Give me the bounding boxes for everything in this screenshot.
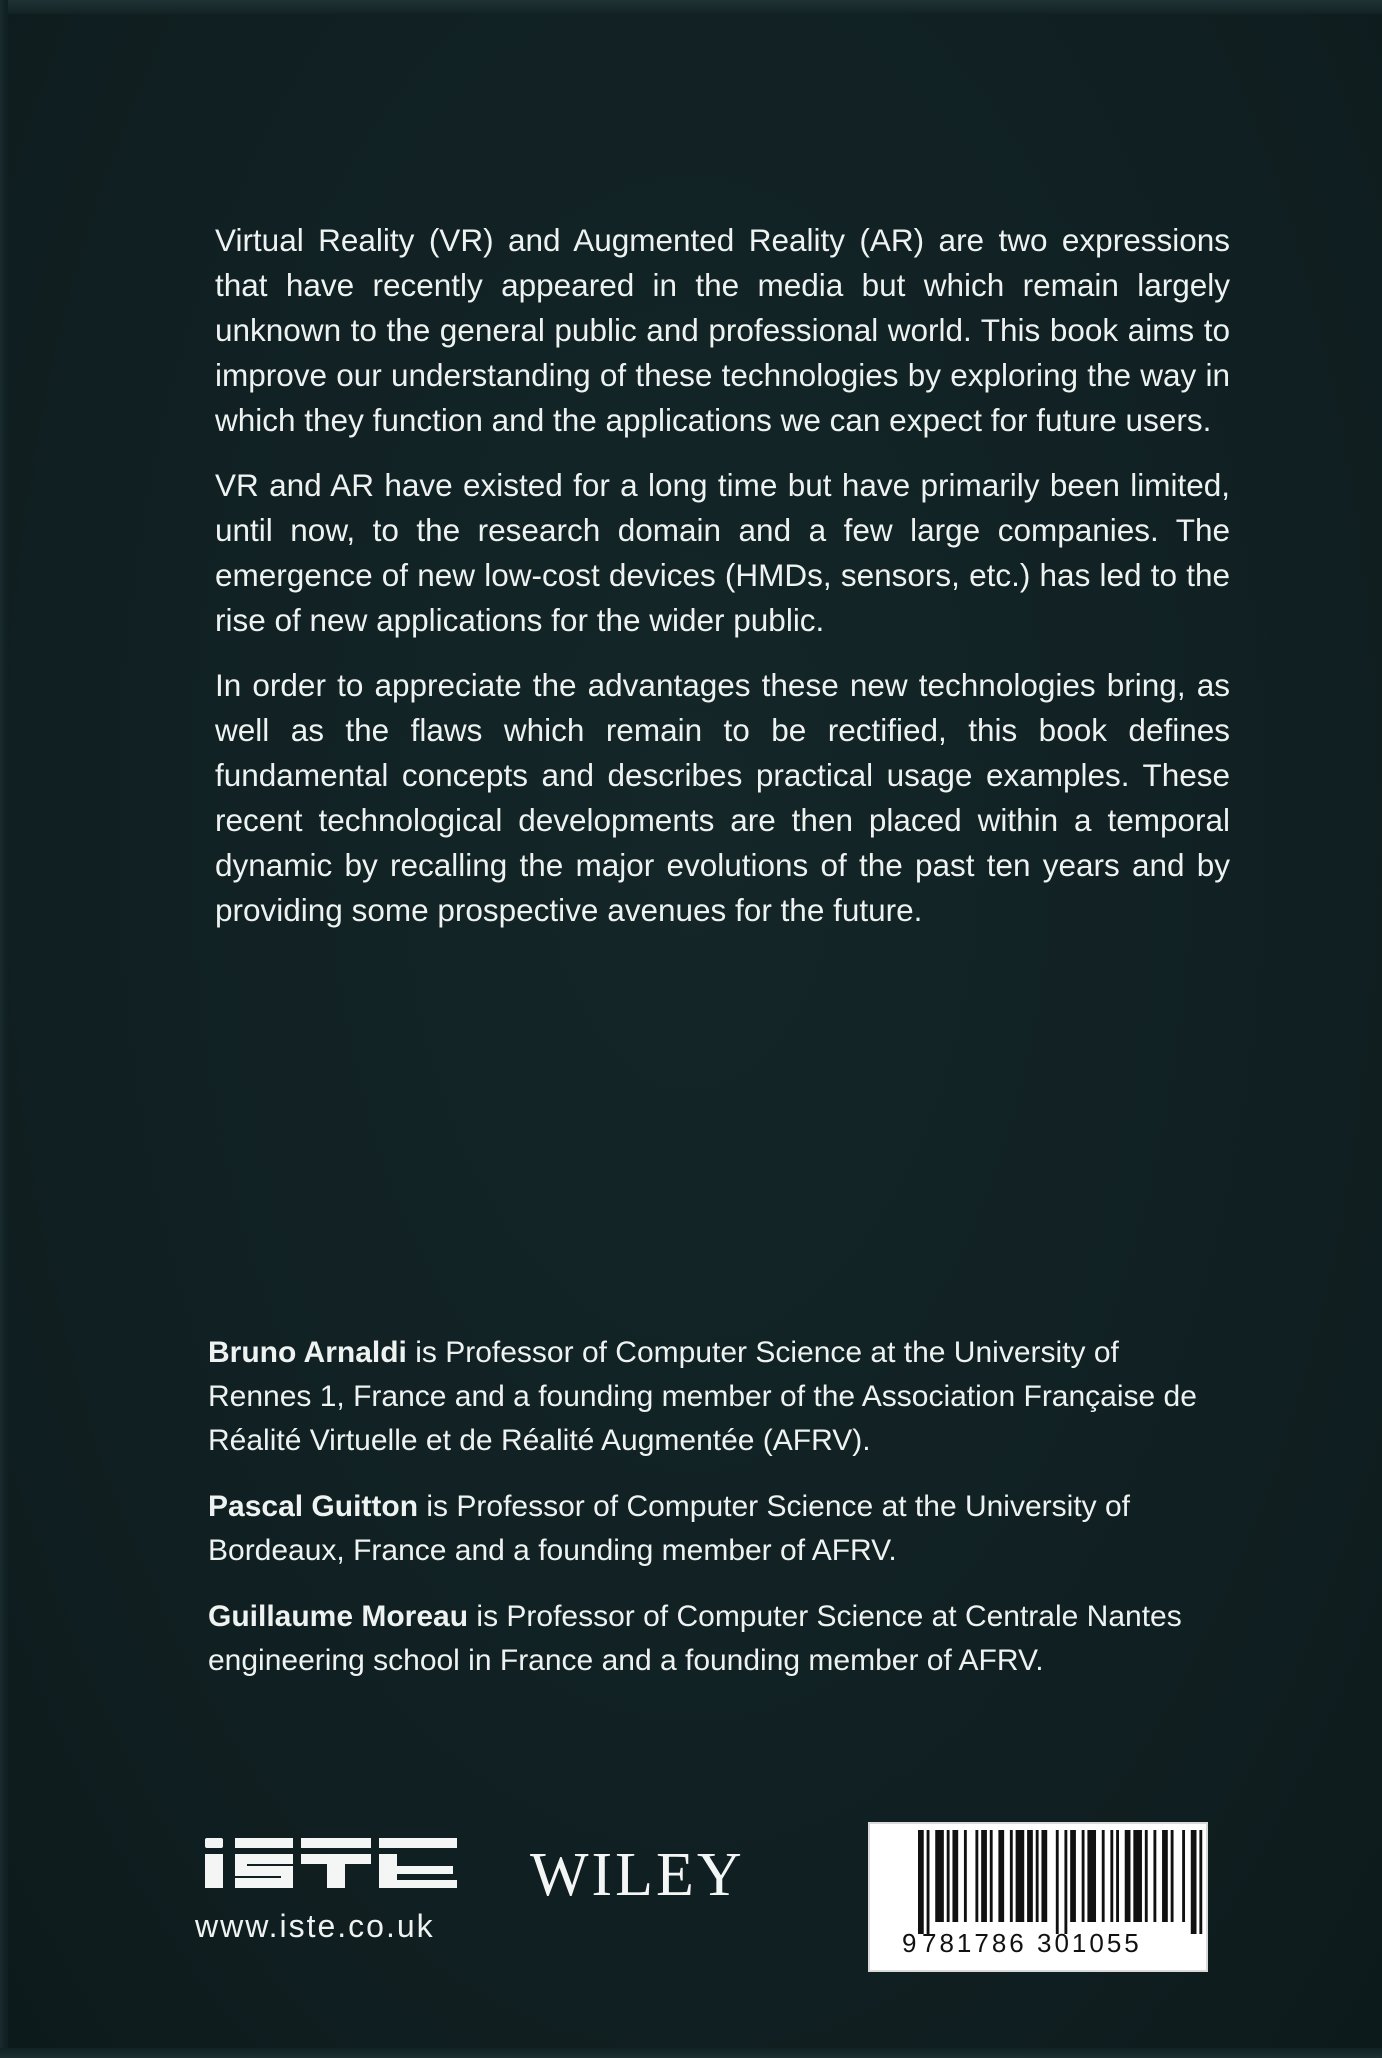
barcode-bar	[1082, 1830, 1085, 1922]
barcode-bar	[1116, 1830, 1119, 1922]
barcode-bar	[1162, 1830, 1168, 1922]
barcode-bar	[927, 1830, 930, 1934]
author-bio-text: is Professor of Computer Science at Centrale Nantes engineering school in France and a founding member of AFRV.	[208, 1600, 1182, 1677]
description-paragraph-2: VR and AR have existed for a long time but have primarily been limited, until now, to the research domain and a few large companies. The emergence of new low-cost devices (HMDs, sensors, etc.) has led to the rise of new applications for the wider public.	[215, 467, 1230, 638]
barcode-bar	[1199, 1830, 1202, 1934]
author-name: Pascal Guitton	[208, 1490, 419, 1523]
isbn-barcode	[868, 1822, 1208, 1972]
barcode-bar	[1191, 1830, 1197, 1934]
barcode-bar	[964, 1830, 967, 1922]
barcode-bar	[1036, 1830, 1039, 1922]
iste-logo	[205, 1838, 457, 1888]
barcode-bar	[1010, 1830, 1013, 1922]
author-bio-text: is Professor of Computer Science at the University of Rennes 1, France and a founding member of the Association Française de Réalité Virtuelle et de Réalité Augmentée (AFRV).	[208, 1336, 1197, 1457]
barcode-bar	[918, 1830, 924, 1934]
barcode-bar	[1133, 1830, 1142, 1922]
barcode-bar	[1102, 1830, 1105, 1922]
barcode-digits: 781786 301055	[922, 1928, 1142, 1958]
author-bio-text: is Professor of Computer Science at the University of Bordeaux, France and a founding member of AFRV.	[208, 1490, 1131, 1567]
cover-left-edge	[0, 0, 8, 2058]
cover-bottom-edge	[0, 2048, 1382, 2058]
author-bio-arnaldi	[208, 1331, 1220, 1463]
barcode-bar	[998, 1830, 1004, 1922]
book-description	[215, 218, 1230, 953]
barcode-bar	[1027, 1830, 1033, 1922]
barcode-bar	[935, 1830, 944, 1922]
cover-top-edge	[0, 0, 1382, 14]
author-name: Guillaume Moreau	[208, 1600, 469, 1633]
barcode-bar	[1016, 1830, 1025, 1922]
barcode-bar	[1070, 1830, 1076, 1922]
barcode-bar	[1145, 1830, 1148, 1922]
description-paragraph-1: Virtual Reality (VR) and Augmented Reality (AR) are two expressions that have recently appeared in the media but which remain largely unknown to the general public and professional world. This book aims to improve our understanding of these technologies by exploring the way in which they function and the applications we can expect for future users.	[215, 222, 1230, 438]
description-paragraph-3: In order to appreciate the advantages these new technologies bring, as well as the flaws which remain to be rectified, this book defines fundamental concepts and describes practical usage examples. These recent technological developments are then placed within a temporal dynamic by recalling the major evolutions of the past ten years and by providing some prospective avenues for the future.	[215, 667, 1230, 928]
barcode-bars	[918, 1830, 1208, 1934]
barcode-bar	[1041, 1830, 1047, 1922]
barcode-lead-digit: 9	[902, 1928, 917, 1958]
barcode-bar	[1087, 1830, 1096, 1922]
barcode-bar	[990, 1830, 993, 1922]
author-name: Bruno Arnaldi	[208, 1336, 407, 1369]
author-bios	[208, 1331, 1220, 1705]
barcode-bar	[1056, 1830, 1059, 1934]
author-bio-moreau	[208, 1595, 1220, 1683]
iste-website-url: www.iste.co.uk	[195, 1908, 435, 1944]
barcode-bar	[1153, 1830, 1156, 1922]
barcode-bar	[981, 1830, 987, 1922]
barcode-bar	[952, 1830, 958, 1922]
barcode-bar	[1125, 1830, 1131, 1922]
barcode-bar	[1171, 1830, 1174, 1922]
barcode-bar	[1064, 1830, 1067, 1934]
wiley-logo: WILEY	[530, 1841, 745, 1909]
author-bio-guitton	[208, 1485, 1220, 1573]
barcode-bar	[1182, 1830, 1185, 1922]
barcode-bar	[975, 1830, 978, 1922]
barcode-bar	[1110, 1830, 1113, 1922]
barcode-bar	[947, 1830, 950, 1922]
